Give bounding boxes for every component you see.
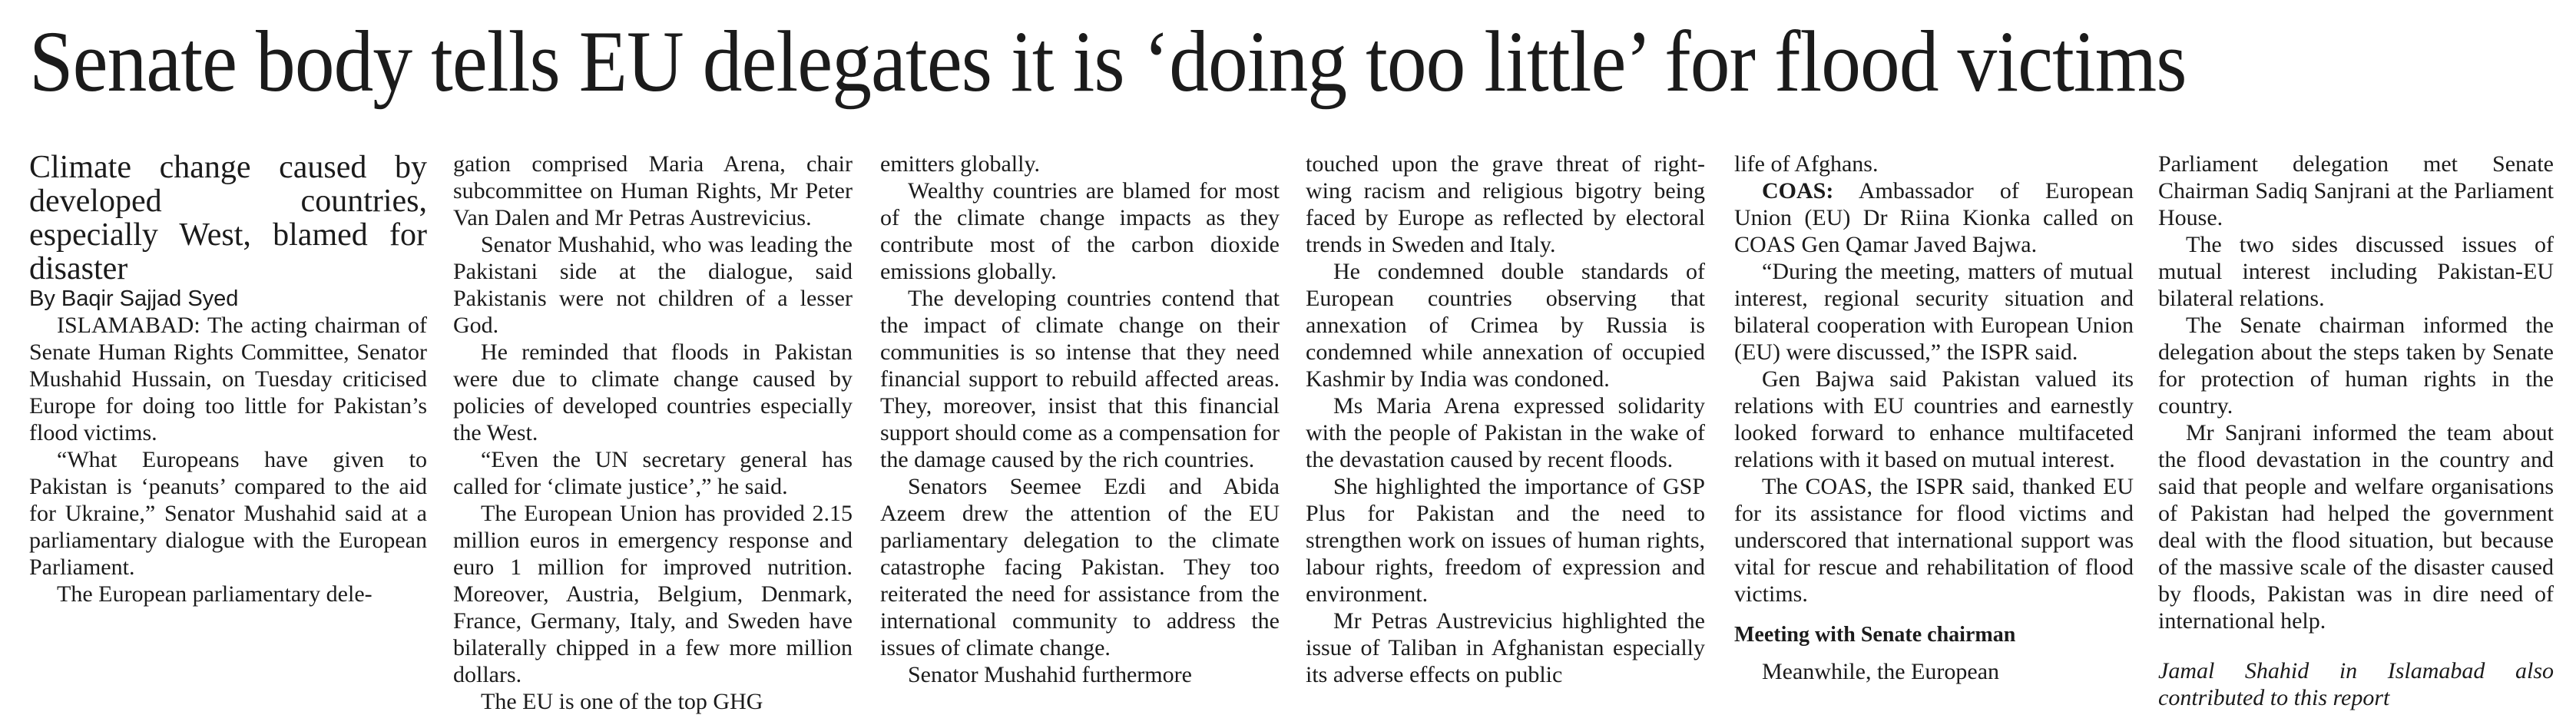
section-heading: Meeting with Senate chairman xyxy=(1734,623,2016,647)
article-column-5 xyxy=(1734,151,2134,682)
article-paragraph: “During the meeting, matters of mutual interest, regional security situation and bilateral cooperation with European Union (EU) were discussed,” the ISPR said. xyxy=(1734,259,2134,365)
article-paragraph: touched upon the grave threat of right-wing racism and religious bigotry being faced by Europe as reflected by electoral trends in Sweden and Italy. xyxy=(1306,151,1705,257)
article-paragraph: ISLAMABAD: The acting chairman of Senate Human Rights Committee, Senator Mushahid Hussain, on Tuesday criticised Europe for doing too little for Pakistan’s flood victims. xyxy=(29,313,427,445)
article-column-2 xyxy=(453,151,853,714)
article-paragraph: Senators Seemee Ezdi and Abida Azeem drew the attention of the EU parliamentary delegation to the climate catastrophe facing Pakistan. They too reiterated the need for assistance from the international community to address the issues of climate change. xyxy=(880,474,1280,660)
article-paragraph: life of Afghans. xyxy=(1734,151,1879,177)
byline: By Baqir Sajjad Syed xyxy=(29,286,239,311)
column-body xyxy=(1734,151,2134,685)
article-paragraph: The developing countries contend that the impact of climate change on their communities is so intense that they need financial support to rebuild affected areas. They, moreover, insist that this financial support should come as a compensation for the damage caused by the rich countries. xyxy=(880,286,1280,472)
column-body xyxy=(2158,151,2554,711)
headline: Senate body tells EU delegates it is ‘doing too little’ for flood victims xyxy=(29,14,2187,110)
column-body xyxy=(29,312,427,607)
article-paragraph: The EU is one of the top GHG xyxy=(481,689,763,714)
article-paragraph: emitters globally. xyxy=(880,151,1041,177)
article-paragraph: He condemned double standards of European countries observing that annexation of Crimea by Russia is condemned while annexation of occupied Kashmir by India was condoned. xyxy=(1306,259,1705,392)
column-body xyxy=(453,151,853,715)
article-column-4 xyxy=(1306,151,1705,687)
article-paragraph: Senator Mushahid, who was leading the Pakistani side at the dialogue, said Pakistanis were not children of a lesser God. xyxy=(453,232,853,338)
article-paragraph: Gen Bajwa said Pakistan valued its relations with EU countries and earnestly looked forward to enhance multifaceted relations with it based on mutual interest. xyxy=(1734,366,2134,472)
article-paragraph: Mr Sanjrani informed the team about the flood devastation in the country and said that people and welfare organisations of Pakistan had helped the government deal with the flood situation, but because of the massive scale of the disaster caused by floods, Pakistan was in dire need of international help. xyxy=(2158,420,2554,634)
article-paragraph: Ms Maria Arena expressed solidarity with the people of Pakistan in the wake of the devastation caused by recent floods. xyxy=(1306,393,1705,472)
article-paragraph: The Senate chairman informed the delegation about the steps taken by Senate for protection of human rights in the country. xyxy=(2158,313,2554,419)
dateline: ISLAMABAD: xyxy=(57,313,200,338)
article-paragraph: The two sides discussed issues of mutual interest including Pakistan-EU bilateral relations. xyxy=(2158,232,2554,311)
article-paragraph: Senator Mushahid furthermore xyxy=(908,662,1192,687)
article-paragraph: gation comprised Maria Arena, chair subcommittee on Human Rights, Mr Peter Van Dalen and Mr Petras Austrevicius. xyxy=(453,151,853,230)
article-paragraph: He reminded that floods in Pakistan were due to climate change caused by policies of developed countries especially the West. xyxy=(453,339,853,445)
article-paragraph: The European parliamentary dele- xyxy=(57,581,372,607)
contributor-credit: Jamal Shahid in Islamabad also contributed to this report xyxy=(2158,658,2554,710)
article-paragraph: COAS: Ambassador of European Union (EU) Dr Riina Kionka called on COAS Gen Qamar Javed Bajwa. xyxy=(1734,178,2134,257)
subheadline: Climate change caused by developed countries, especially West, blamed for disaster xyxy=(29,150,427,286)
article-paragraph: She highlighted the importance of GSP Plus for Pakistan and the need to strengthen work on issues of human rights, labour rights, freedom of expression and environment. xyxy=(1306,474,1705,607)
article-paragraph: “What Europeans have given to Pakistan is ‘peanuts’ compared to the aid for Ukraine,” Senator Mushahid said at a parliamentary dialogue with the European Parliament. xyxy=(29,447,427,580)
article-column-1 xyxy=(29,151,427,682)
article-paragraph: Mr Petras Austrevicius highlighted the issue of Taliban in Afghanistan especially its adverse effects on public xyxy=(1306,608,1705,687)
column-body xyxy=(1306,151,1705,688)
article-paragraph: Wealthy countries are blamed for most of the climate change impacts as they contribute most of the carbon dioxide emissions globally. xyxy=(880,178,1280,284)
article-column-6 xyxy=(2158,151,2554,710)
article-paragraph: “Even the UN secretary general has called for ‘climate justice’,” he said. xyxy=(453,447,853,499)
paragraph-lead: COAS: xyxy=(1762,178,1834,204)
article-paragraph: The European Union has provided 2.15 million euros in emergency response and euro 1 million for improved nutrition. Moreover, Austria, Belgium, Denmark, France, Germany, Italy, and Sweden have bilaterally chipped in a few more million dollars. xyxy=(453,501,853,687)
column-body xyxy=(880,151,1280,688)
article-paragraph: The COAS, the ISPR said, thanked EU for its assistance for flood victims and underscored that international support was vital for rescue and rehabilitation of flood victims. xyxy=(1734,474,2134,607)
article-paragraph: Parliament delegation met Senate Chairman Sadiq Sanjrani at the Parliament House. xyxy=(2158,151,2554,230)
article-paragraph: Meanwhile, the European xyxy=(1762,659,2000,684)
article-column-3 xyxy=(880,151,1280,687)
